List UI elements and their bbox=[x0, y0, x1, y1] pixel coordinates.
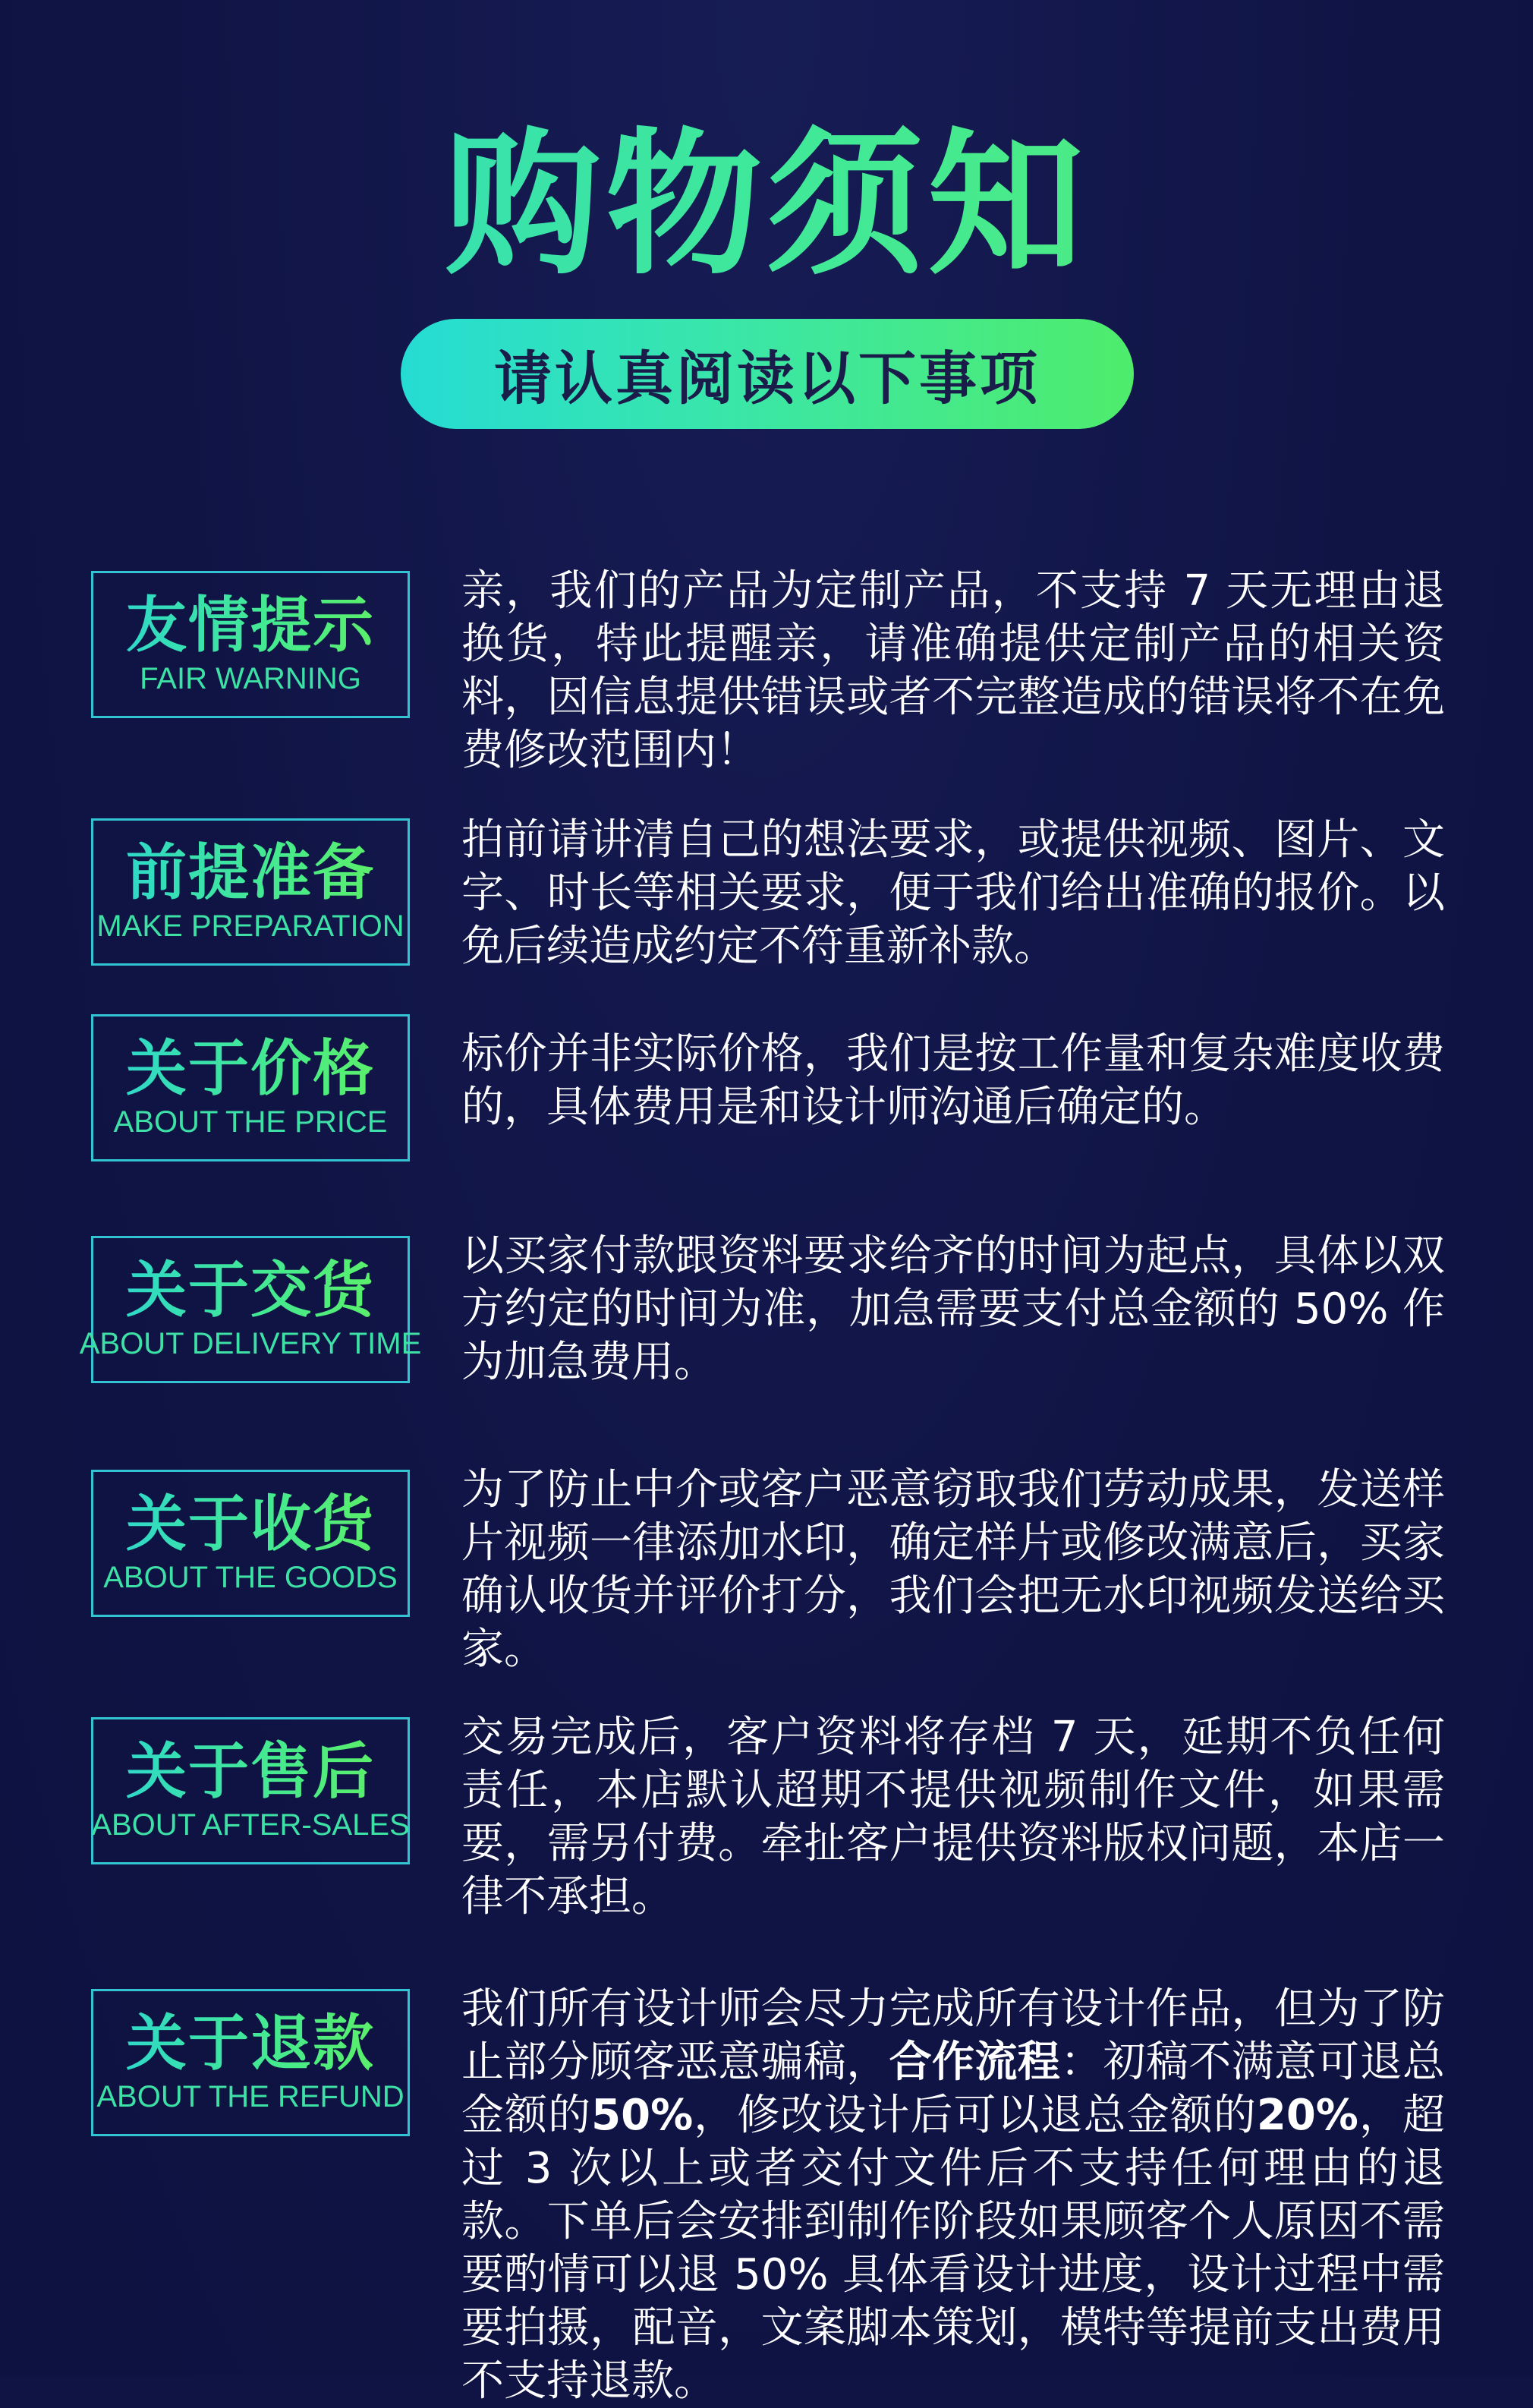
refund-text-bold: 20% bbox=[1256, 2091, 1358, 2140]
section-label-en: ABOUT AFTER-SALES bbox=[91, 1808, 410, 1842]
section-label-cn: 前提准备 bbox=[126, 837, 375, 908]
section-label-about-refund bbox=[91, 1989, 410, 2136]
section-label-en: MAKE PREPARATION bbox=[96, 909, 404, 943]
section-text-about-goods: 为了防止中介或客户恶意窃取我们劳动成果，发送样片视频一律添加水印，确定样片或修改满意后，买家确认收货并评价打分，我们会把无水印视频发送给买家。 bbox=[461, 1465, 1445, 1674]
page-title: 购物须知 bbox=[0, 114, 1533, 296]
section-text-about-price: 标价并非实际价格，我们是按工作量和复杂难度收费的，具体费用是和设计师沟通后确定的。 bbox=[461, 1029, 1445, 1132]
subtitle-text: 请认真阅读以下事项 bbox=[494, 345, 1040, 412]
section-text-make-preparation: 拍前请讲清自己的想法要求，或提供视频、图片、文字、时长等相关要求，便于我们给出准确的报价。以免后续造成约定不符重新补款。 bbox=[461, 815, 1445, 971]
section-label-en: ABOUT THE GOODS bbox=[103, 1561, 398, 1594]
refund-text-bold: 50% bbox=[591, 2091, 694, 2140]
section-label-en: ABOUT THE REFUND bbox=[96, 2080, 404, 2113]
section-label-cn: 关于交货 bbox=[126, 1255, 375, 1325]
section-label-cn: 关于收货 bbox=[126, 1489, 375, 1559]
section-text-after-sales: 交易完成后，客户资料将存档 7 天，延期不负任何责任，本店默认超期不提供视频制作文件，如果需要，需另付费。牵扯客户提供资料版权问题，本店一律不承担。 bbox=[461, 1713, 1445, 1921]
section-text-about-refund bbox=[461, 1983, 1446, 2406]
refund-text-part: ，修改设计后可以退总金额的 bbox=[693, 2091, 1257, 2140]
section-label-en: ABOUT THE PRICE bbox=[113, 1105, 388, 1139]
section-label-en: FAIR WARNING bbox=[140, 662, 361, 695]
section-label-about-delivery bbox=[79, 1236, 422, 1383]
refund-text-part: 我们所有设计师会尽力完成所有设计作品，但为了防止部分顾客恶意骗稿， bbox=[461, 1984, 1445, 2087]
section-text-about-delivery: 以买家付款跟资料要求给齐的时间为起点，具体以双方约定的时间为准，加急需要支付总金额的 50% 作为加急费用。 bbox=[461, 1231, 1445, 1387]
refund-text-part: ：初稿不满意可退总金额的 bbox=[461, 2038, 1446, 2140]
section-label-cn: 关于退款 bbox=[126, 2008, 375, 2079]
section-label-about-price bbox=[91, 1014, 410, 1161]
section-label-fair-warning bbox=[91, 571, 410, 718]
section-label-cn: 关于价格 bbox=[126, 1033, 375, 1104]
section-label-about-goods bbox=[91, 1470, 410, 1617]
section-label-make-preparation bbox=[91, 818, 410, 966]
section-label-cn: 关于售后 bbox=[126, 1736, 375, 1807]
refund-text-bold: 合作流程 bbox=[889, 2038, 1061, 2087]
subtitle-banner bbox=[401, 319, 1134, 429]
section-label-after-sales bbox=[91, 1717, 410, 1864]
refund-text-part: ，超过 3 次以上或者交付文件后不支持任何理由的退款。下单后会安排到制作阶段如果顾客个人原因不需要酌情可以退 50% 具体看设计进度，设计过程中需要拍摄，配音，文案脚本策划，模特等提前支出费用不支持退款。 bbox=[461, 2091, 1446, 2406]
section-label-cn: 友情提示 bbox=[126, 590, 375, 660]
section-label-en: ABOUT DELIVERY TIME bbox=[79, 1327, 422, 1360]
section-text-fair-warning: 亲，我们的产品为定制产品，不支持 7 天无理由退换货，特此提醒亲，请准确提供定制产品的相关资料，因信息提供错误或者不完整造成的错误将不在免费修改范围内！ bbox=[461, 566, 1445, 775]
